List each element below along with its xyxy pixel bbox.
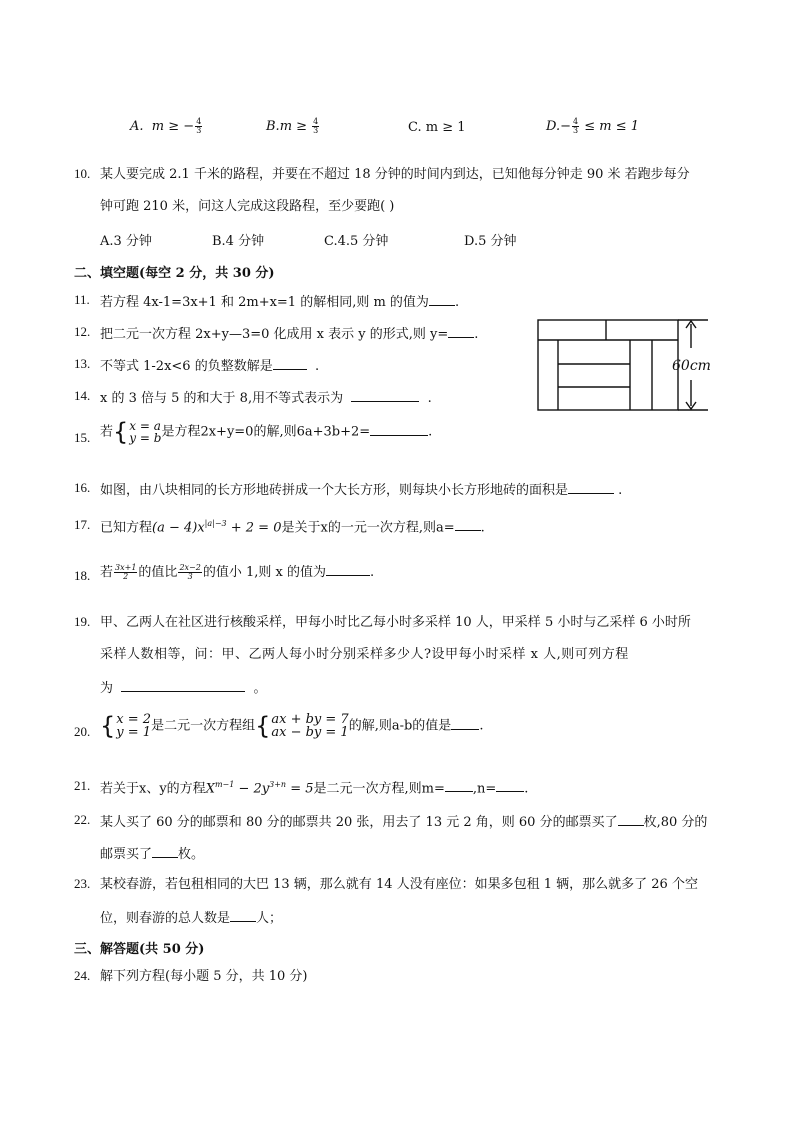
q22-line1: 某人买了 60 分的邮票和 80 分的邮票共 20 张，用去了 13 元 2 角，则 60 分的邮票买了 枚,80 分的 [100,812,707,831]
q13-number: 13. [74,356,91,371]
q10-option-c: C.4.5 分钟 [324,234,389,249]
q16-text: 如图，由八块相同的长方形地砖拼成一个大长方形，则每块小长方形地砖的面积是 . [100,480,622,499]
q17-blank[interactable] [455,517,481,531]
q19-line2: 采样人数相等，问：甲、乙两人每小时分别采样多少人?设甲每小时采样 x 人,则可列方程 [100,647,629,662]
q11-blank[interactable] [429,292,455,306]
q12-blank[interactable] [448,324,474,338]
q9-option-c: C. m ≥ 1 [408,120,466,135]
q14-number: 14. [74,388,91,403]
q21-number: 21. [74,778,91,793]
q12-text: 把二元一次方程 2x+y—3=0 化成用 x 表示 y 的形式,则 y= . [100,324,478,343]
q11-text: 若方程 4x-1=3x+1 和 2m+x=1 的解相同,则 m 的值为 . [100,292,459,311]
q22-blank-80[interactable] [152,844,178,858]
q17-number: 17. [74,517,91,532]
q24-number: 24. [74,968,91,983]
q24-text: 解下列方程(每小题 5 分，共 10 分) [100,969,308,984]
q23-line1: 某校春游，若包租相同的大巴 13 辆，那么就有 14 人没有座位：如果多包租 1 辆，那么就多了 26 个空 [100,877,698,892]
q19-line3: 为 。 [100,678,267,697]
q9-option-b: B.m ≥ $\frac{4}{3}$ [266,117,319,135]
q13-blank[interactable] [273,356,307,370]
q19-blank[interactable] [121,678,245,692]
outer-rectangle [538,320,678,410]
q23-line2: 位，则春游的总人数是 人； [100,908,282,927]
q15-number: 15. [74,430,91,445]
q14-blank[interactable] [351,388,419,402]
q22-number: 22. [74,812,91,827]
q23-number: 23. [74,876,91,891]
q13-text: 不等式 1-2x<6 的负整数解是 . [100,356,319,375]
q9-option-d: D.− $\frac{4}{3}$ ≤ m ≤ 1 [546,117,639,135]
q10-line2: 钟可跑 210 米，问这人完成这段路程，至少要跑( ) [100,199,395,214]
q14-text: x 的 3 倍与 5 的和大于 8,用不等式表示为 . [100,388,432,407]
q19-number: 19. [74,614,91,629]
q16-number: 16. [74,480,91,495]
q10-number: 10. [74,166,91,181]
q20-number: 20. [74,724,91,739]
q21-text: 若关于x、y的方程$X^{m-1} - 2y^{3+n} = 5$是二元一次方程,则m= ,n= . [100,780,529,797]
q15-text: 若{ x = a y = b 是方程2x+y=0的解,则6a+3b+2= . [100,418,433,446]
q17-text: 已知方程$(a - 4)x^{|a|-3} + 2 = 0$是关于x的一元一次方程,则a= . [100,519,485,536]
q9-option-a: A. m ≥ − $\frac{4}{3}$ [130,117,202,135]
q19-line1: 甲、乙两人在社区进行核酸采样，甲每小时比乙每小时多采样 10 人，甲采样 5 小时与乙采样 6 小时所 [100,615,691,630]
q16-blank[interactable] [568,480,614,494]
q10-option-b: B.4 分钟 [212,234,265,249]
q12-number: 12. [74,324,91,339]
q18-number: 18. [74,568,91,583]
section-solve-title: 三、解答题(共 50 分) [74,942,205,957]
q10-line1: 某人要完成 2.1 千米的路程，并要在不超过 18 分钟的时间内到达，已知他每分钟走 90 米 若跑步每分 [100,167,690,182]
dimension-label: 60cm [672,358,711,374]
q22-line2: 邮票买了 枚。 [100,844,204,863]
q20-blank[interactable] [451,716,479,730]
q11-number: 11. [74,292,90,307]
q18-blank[interactable] [326,562,370,576]
q10-option-d: D.5 分钟 [464,234,517,249]
q21-blank-m[interactable] [445,778,473,792]
q22-blank-60[interactable] [618,812,644,826]
q15-blank[interactable] [370,422,428,436]
q23-blank[interactable] [230,908,256,922]
q21-blank-n[interactable] [496,778,524,792]
q20-text: { x = 2 y = 1 是二元一次方程组{ ax + by = 7 ax − by = 1 的解,则a-b的值是 . [100,712,484,740]
brick-figure [536,318,722,414]
q10-option-a: A.3 分钟 [100,234,152,249]
section-fill-in-title: 二、填空题(每空 2 分，共 30 分) [74,266,275,281]
q18-text: 若 $\frac{3x+1}{2}$ 的值比 $\frac{2x-2}{3}$ 的值小 1,则 x 的值为 . [100,563,375,581]
